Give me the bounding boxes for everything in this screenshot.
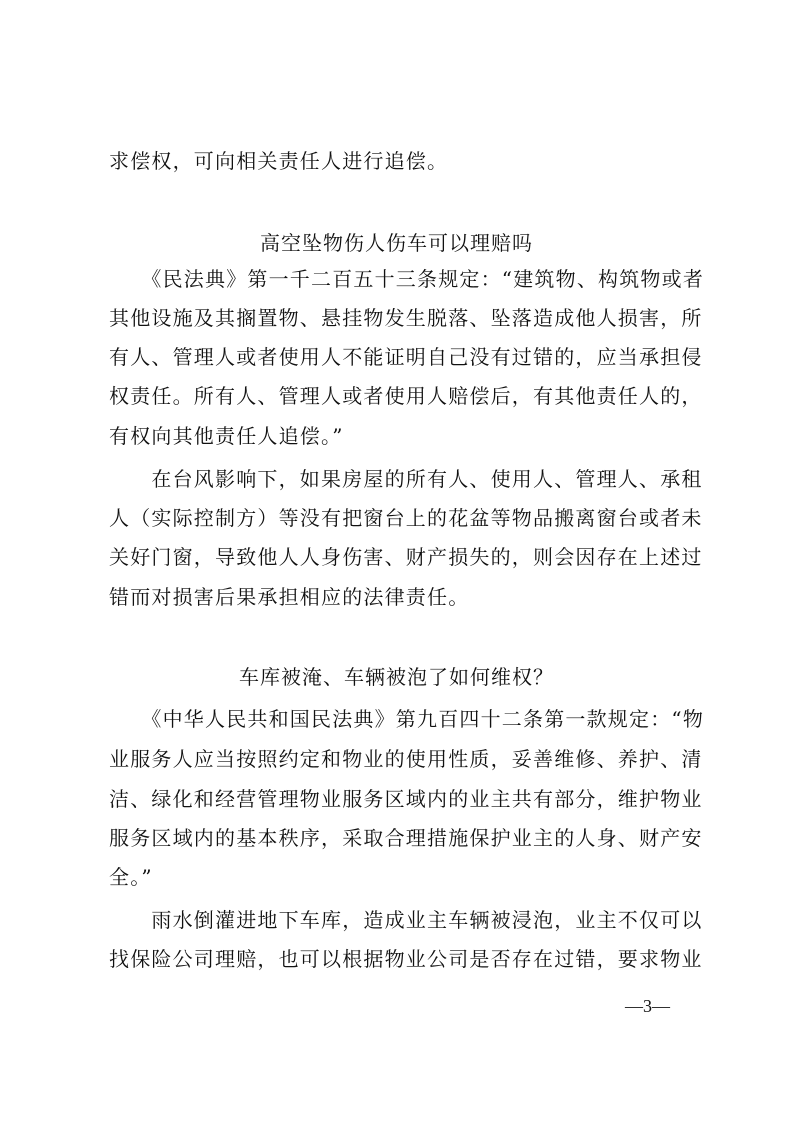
paragraph-line: 在台风影响下，如果房屋的所有人、使用人、管理人、承租 [109, 467, 703, 491]
paragraph-line: 全。” [109, 865, 153, 889]
paragraph-line: 业服务人应当按照约定和物业的使用性质，妥善维修、养护、清 [109, 747, 703, 771]
paragraph-line: 有权向其他责任人追偿。” [109, 424, 344, 448]
intro-line: 求偿权，可向相关责任人进行追偿。 [109, 149, 449, 173]
paragraph-line: 雨水倒灌进地下车库，造成业主车辆被浸泡，业主不仅可以 [109, 908, 703, 932]
paragraph-line: 《中华人民共和国民法典》第九百四十二条第一款规定：“物 [109, 707, 705, 731]
paragraph-line: 找保险公司理赔，也可以根据物业公司是否存在过错，要求物业 [109, 947, 703, 971]
paragraph-line: 服务区域内的基本秩序，采取合理措施保护业主的人身、财产安 [109, 826, 703, 850]
paragraph-line: 人（实际控制方）等没有把窗台上的花盆等物品搬离窗台或者未 [109, 506, 703, 530]
paragraph-line: 权责任。所有人、管理人或者使用人赔偿后，有其他责任人的， [109, 384, 703, 408]
page-number: —3— [625, 996, 670, 1016]
paragraph-line: 洁、绿化和经营管理物业服务区域内的业主共有部分，维护物业 [109, 787, 703, 811]
paragraph-line: 错而对损害后果承担相应的法律责任。 [109, 585, 470, 609]
section-heading-garage-flooding: 车库被淹、车辆被泡了如何维权？ [239, 665, 554, 689]
section-heading-falling-objects: 高空坠物伤人伤车可以理赔吗 [260, 231, 533, 255]
paragraph-line: 其他设施及其搁置物、悬挂物发生脱落、坠落造成他人损害，所 [109, 306, 703, 330]
paragraph-line: 《民法典》第一千二百五十三条规定：“建筑物、构筑物或者 [109, 267, 705, 291]
paragraph-line: 关好门窗，导致他人人身伤害、财产损失的，则会因存在上述过 [109, 545, 703, 569]
paragraph-line: 有人、管理人或者使用人不能证明自己没有过错的，应当承担侵 [109, 345, 703, 369]
